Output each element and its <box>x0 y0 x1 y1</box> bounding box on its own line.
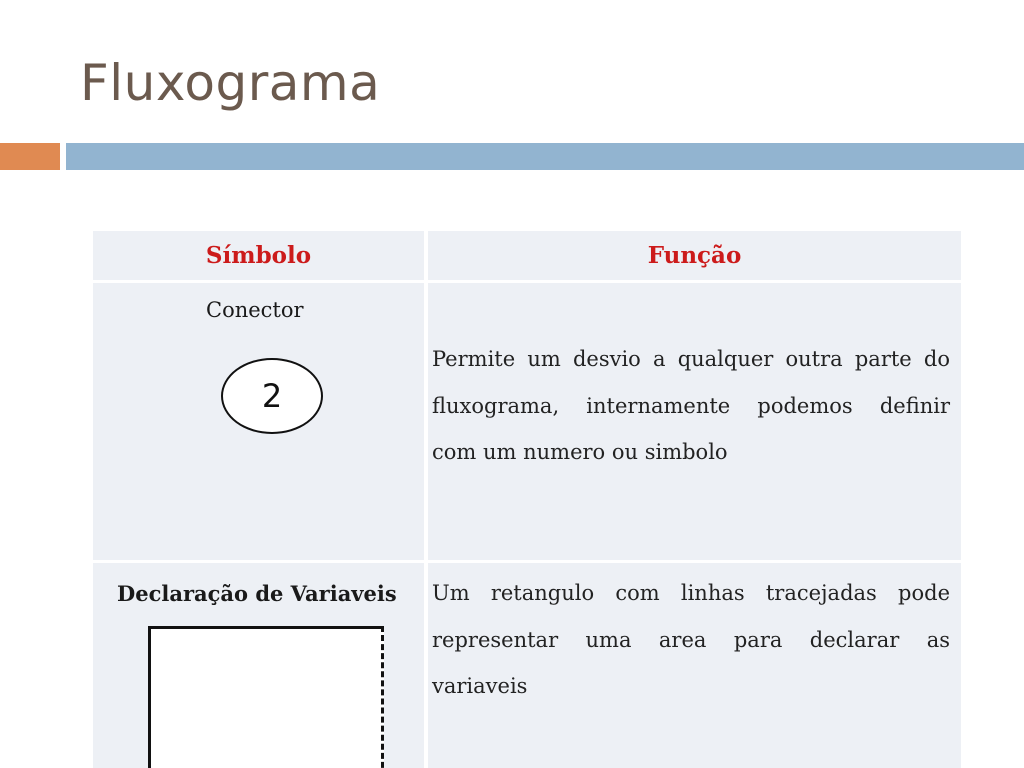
slide-title: Fluxograma <box>80 54 381 112</box>
variables-declaration-label: Declaração de Variaveis <box>117 581 397 606</box>
header-function: Função <box>428 231 961 280</box>
row-connector-function-cell <box>428 283 961 560</box>
connector-description-line-2: fluxograma, internamente podemos definir <box>432 394 950 418</box>
connector-description-line-3: com um numero ou simbolo <box>432 440 728 464</box>
variables-description-line-2: representar uma area para declarar as <box>432 628 950 652</box>
connector-label: Conector <box>206 298 304 322</box>
connector-number: 2 <box>261 377 283 415</box>
connector-circle-icon <box>221 358 323 434</box>
header-symbol: Símbolo <box>93 231 424 280</box>
variables-description-line-3: variaveis <box>432 674 528 698</box>
accent-bar-blue <box>66 143 1024 170</box>
dashed-rectangle-icon <box>148 626 384 768</box>
variables-description-line-1: Um retangulo com linhas tracejadas pode <box>432 581 950 605</box>
accent-bar-orange <box>0 143 60 170</box>
connector-description-line-1: Permite um desvio a qualquer outra parte do <box>432 347 950 371</box>
symbol-function-table <box>93 231 961 768</box>
